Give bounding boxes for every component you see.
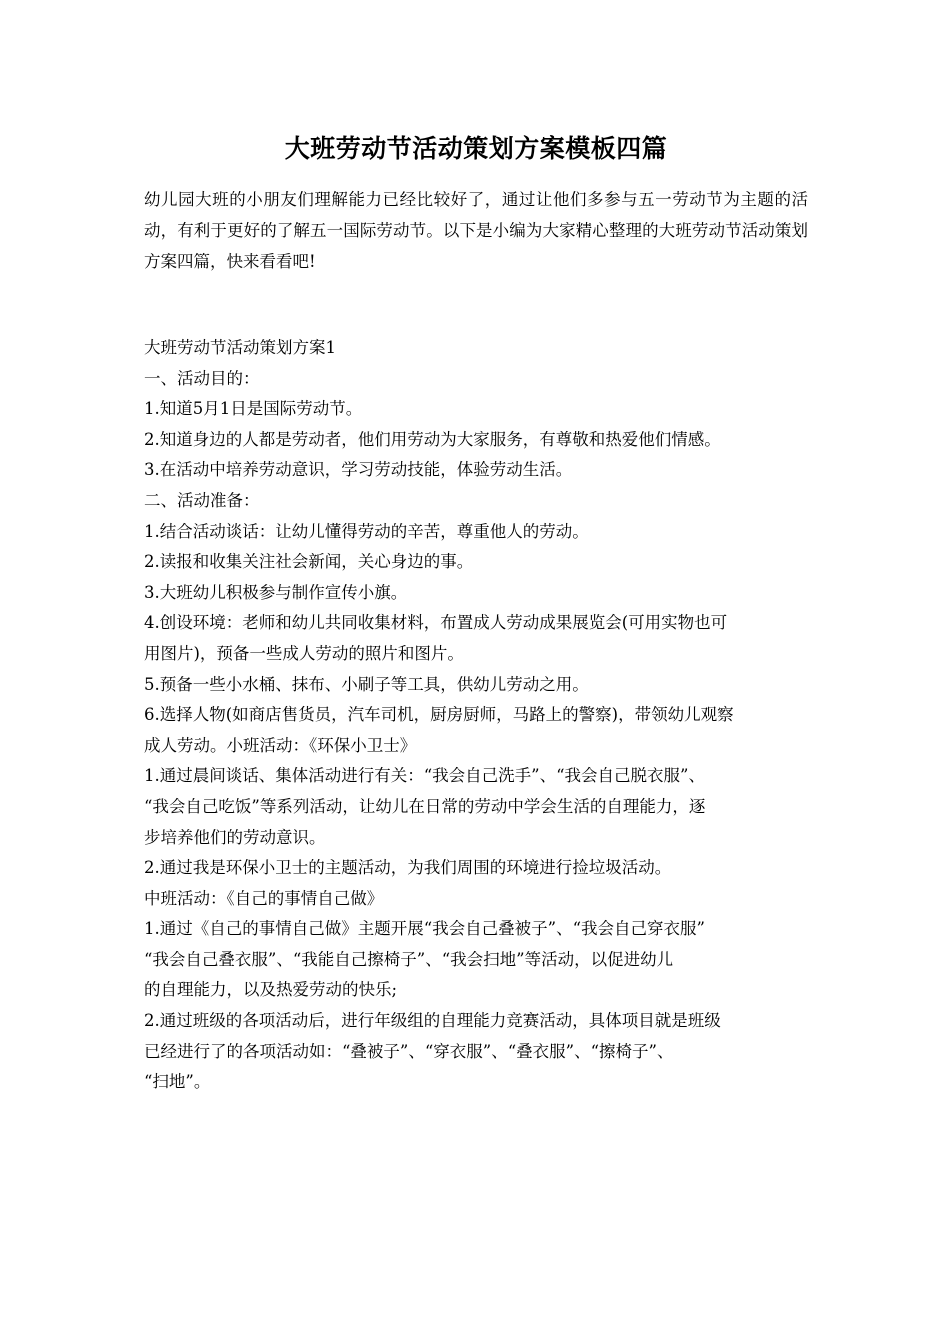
intro-paragraph: 幼儿园大班的小朋友们理解能力已经比较好了，通过让他们多参与五一劳动节为主题的活动，有利于更好的了解五一国际劳动节。以下是小编为大家精心整理的大班劳动节活动策划方案四篇，快来看看吧!	[144, 190, 808, 271]
body-line: 步培养他们的劳动意识。	[144, 827, 326, 847]
document-title: 大班劳动节活动策划方案模板四篇	[284, 134, 668, 163]
body-line: 2.通过班级的各项活动后，进行年级组的自理能力竞赛活动，具体项目就是班级	[144, 1011, 721, 1031]
body-line: 已经进行了的各项活动如：“叠被子”、“穿衣服”、“叠衣服”、“擦椅子”、	[144, 1041, 674, 1061]
body-line: 3.在活动中培养劳动意识，学习劳动技能，体验劳动生活。	[144, 460, 573, 480]
body-line: 2.知道身边的人都是劳动者，他们用劳动为大家服务，有尊敬和热爱他们情感。	[144, 429, 721, 449]
body-line: “我会自己吃饭”等系列活动，让幼儿在日常的劳动中学会生活的自理能力，逐	[144, 796, 706, 816]
body-line: 1.结合活动谈话：让幼儿懂得劳动的辛苦，尊重他人的劳动。	[144, 521, 589, 541]
body-line: 1.通过晨间谈话、集体活动进行有关：“我会自己洗手”、“我会自己脱衣服”、	[144, 766, 705, 786]
body-line: 大班劳动节活动策划方案1	[144, 338, 336, 357]
body-line: 3.大班幼儿积极参与制作宣传小旗。	[144, 582, 408, 602]
body-line: 4.创设环境：老师和幼儿共同收集材料，布置成人劳动成果展览会(可用实物也可	[144, 613, 728, 633]
body-line: 用图片)，预备一些成人劳动的照片和图片。	[144, 643, 464, 663]
body-line: “我会自己叠衣服”、“我能自己擦椅子”、“我会扫地”等活动，以促进幼儿	[144, 949, 674, 969]
body-line: 中班活动：《自己的事情自己做》	[144, 888, 384, 908]
body-line: “扫地”。	[144, 1072, 211, 1092]
body-line: 2.通过我是环保小卫士的主题活动，为我们周围的环境进行捡垃圾活动。	[144, 858, 672, 878]
body-line: 二、活动准备：	[144, 490, 260, 510]
document-body	[144, 333, 808, 1098]
body-line: 1.通过《自己的事情自己做》主题开展“我会自己叠被子”、“我会自己穿衣服”	[144, 919, 705, 939]
body-line: 一、活动目的：	[144, 368, 260, 388]
body-line: 6.选择人物(如商店售货员，汽车司机，厨房厨师，马路上的警察)，带领幼儿观察	[144, 705, 734, 725]
body-line: 1.知道5月1日是国际劳动节。	[144, 399, 363, 419]
body-line: 的自理能力，以及热爱劳动的快乐;	[144, 980, 398, 1000]
body-line: 2.读报和收集关注社会新闻，关心身边的事。	[144, 552, 474, 572]
body-line: 成人劳动。小班活动：《环保小卫士》	[144, 735, 417, 755]
body-line: 5.预备一些小水桶、抹布、小刷子等工具，供幼儿劳动之用。	[144, 674, 589, 694]
